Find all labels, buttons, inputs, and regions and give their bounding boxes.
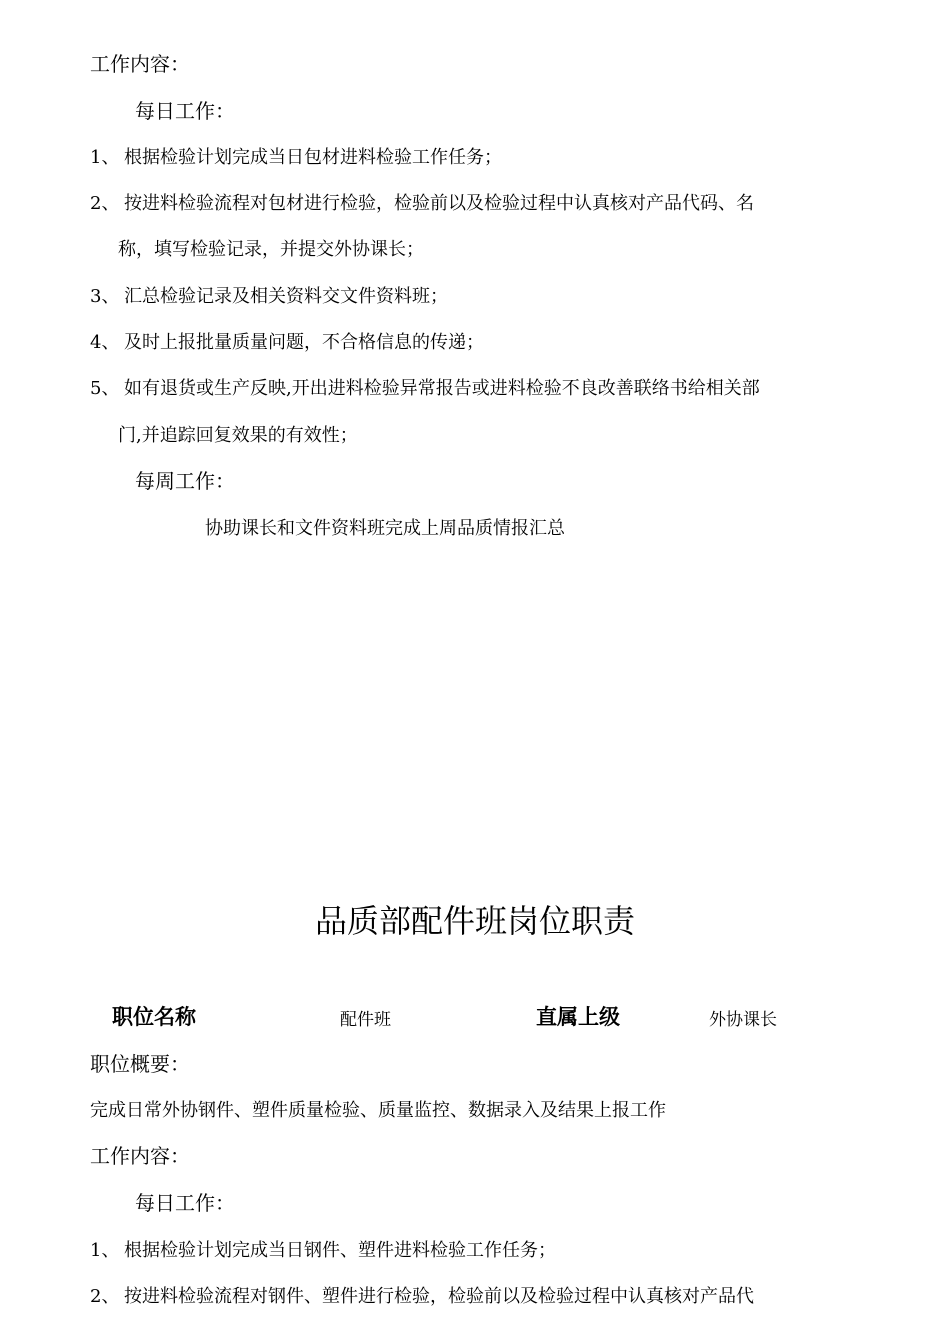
weekly-work-text: 协助课长和文件资料班完成上周品质情报汇总 [205, 518, 565, 539]
list-item [90, 1282, 754, 1308]
supervisor-value: 外协课长 [709, 1010, 777, 1030]
list-number: 2、 [90, 1286, 120, 1307]
weekly-work-heading: 每周工作： [135, 469, 235, 493]
work-content-heading: 工作内容： [90, 1144, 190, 1168]
list-text: 按进料检验流程对钢件、塑件进行检验，检验前以及检验过程中认真核对产品代 [124, 1286, 754, 1307]
overview-heading: 职位概要： [90, 1052, 190, 1076]
daily-work-heading: 每日工作： [135, 99, 235, 123]
overview-text: 完成日常外协钢件、塑件质量检验、质量监控、数据录入及结果上报工作 [90, 1100, 666, 1121]
position-name-label: 职位名称 [112, 1005, 196, 1029]
list-item-continuation: 称，填写检验记录，并提交外协课长； [118, 239, 424, 260]
list-item [90, 328, 484, 354]
list-number: 5、 [90, 378, 120, 399]
list-number: 4、 [90, 332, 120, 353]
page-title: 品质部配件班岗位职责 [314, 902, 635, 940]
list-text: 及时上报批量质量问题，不合格信息的传递； [124, 332, 484, 353]
supervisor-label: 直属上级 [536, 1005, 620, 1029]
work-content-heading: 工作内容： [90, 52, 190, 76]
list-text: 按进料检验流程对包材进行检验，检验前以及检验过程中认真核对产品代码、名 [124, 193, 754, 214]
list-number: 1、 [90, 1240, 120, 1261]
list-item [90, 189, 754, 215]
list-number: 2、 [90, 193, 120, 214]
list-number: 1、 [90, 147, 120, 168]
daily-work-heading: 每日工作： [135, 1191, 235, 1215]
list-item-continuation: 门,并追踪回复效果的有效性； [118, 425, 358, 446]
position-name-value: 配件班 [340, 1010, 391, 1030]
list-item [90, 143, 502, 169]
list-text: 如有退货或生产反映,开出进料检验异常报告或进料检验不良改善联络书给相关部 [124, 378, 760, 399]
list-item [90, 282, 448, 308]
list-number: 3、 [90, 286, 120, 307]
list-text: 根据检验计划完成当日钢件、塑件进料检验工作任务； [124, 1240, 556, 1261]
list-text: 汇总检验记录及相关资料交文件资料班； [124, 286, 448, 307]
list-text: 根据检验计划完成当日包材进料检验工作任务； [124, 147, 502, 168]
list-item [90, 1236, 556, 1262]
list-item [90, 374, 760, 400]
